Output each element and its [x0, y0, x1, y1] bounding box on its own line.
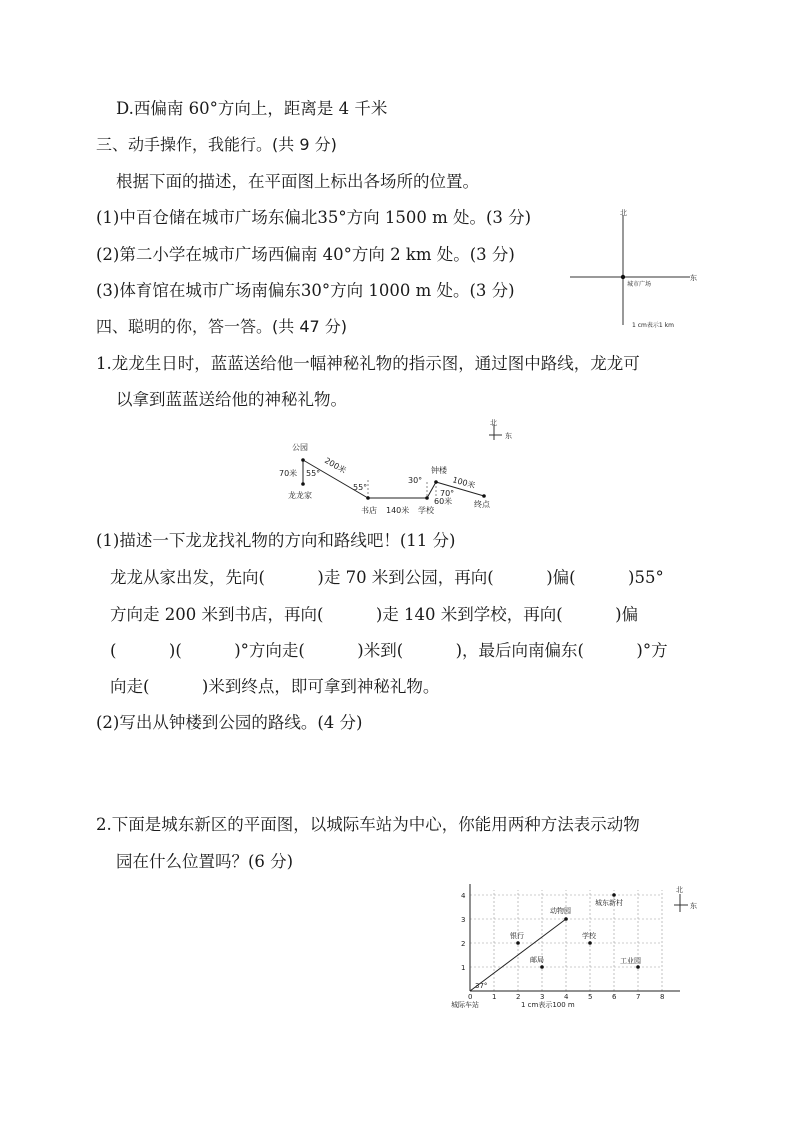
y-tick-label: 1 [461, 964, 466, 972]
dist-100-label: 100米 [451, 475, 477, 491]
q1-sub1-line-4: 向走( )米到终点，即可拿到神秘礼物。 [110, 677, 440, 696]
zoo-dot [564, 917, 568, 921]
q1-sub1-line-1: 龙龙从家出发，先向( )走 70 米到公园，再向( )偏( )55° [110, 568, 664, 587]
x-tick-label: 7 [636, 993, 641, 1001]
fig1-center-label: 城市广场 [627, 281, 652, 288]
bell-label: 钟楼 [431, 466, 447, 475]
school-dot [588, 941, 592, 945]
home-dot [301, 482, 305, 486]
section3-item-3: (3)体育馆在城市广场南偏东30°方向 1000 m 处。(3 分) [96, 281, 515, 300]
post-office-label: 邮局 [530, 956, 544, 964]
y-tick-label: 4 [461, 892, 466, 900]
x-tick-label: 8 [660, 993, 665, 1001]
compass-north-label: 北 [490, 419, 497, 427]
city-east-map [448, 878, 708, 1016]
map-scale-label: 1 cm表示100 m [521, 1001, 575, 1009]
y-tick-label: 3 [461, 916, 466, 924]
school-dot [425, 496, 429, 500]
x-tick-label: 1 [492, 993, 497, 1001]
x-tick-label: 4 [564, 993, 569, 1001]
dist-140-label: 140米 [386, 506, 410, 515]
angle-55b-label: 55° [353, 483, 368, 492]
bank-label: 银行 [510, 932, 524, 940]
bell-dot [434, 480, 438, 484]
school-label: 学校 [418, 506, 434, 515]
q1-sub2-title: (2)写出从钟楼到公园的路线。(4 分) [96, 713, 363, 732]
fig1-north-label: 北 [620, 209, 627, 217]
bookstore-label: 书店 [361, 506, 377, 515]
dist-60-label: 60米 [434, 497, 453, 506]
x-tick-label: 5 [588, 993, 593, 1001]
post-office-dot [540, 965, 544, 969]
angle-55a-label: 55° [306, 469, 321, 478]
city-square-figure [566, 205, 696, 331]
q1-line-1: 1.龙龙生日时，蓝蓝送给他一幅神秘礼物的指示图，通过图中路线，龙龙可 [96, 354, 640, 373]
fig1-scale-label: 1 cm表示1 km [632, 322, 674, 329]
fig1-east-label: 东 [690, 274, 697, 282]
q1-sub1-line-3: ( )( )°方向走( )米到( )，最后向南偏东( )°方 [110, 641, 668, 660]
q1-sub1-title: (1)描述一下龙龙找礼物的方向和路线吧！(11 分) [96, 531, 456, 550]
end-dot [482, 494, 486, 498]
angle-37-label: 37° [475, 982, 488, 990]
section3-title: 三、动手操作，我能行。(共 9 分) [96, 135, 337, 154]
compass-east-label: 东 [505, 432, 512, 440]
q1-line-2: 以拿到蓝蓝送给他的神秘礼物。 [116, 390, 347, 409]
dist-70-label: 70米 [279, 469, 298, 478]
city-east-village-label: 城东新村 [595, 899, 623, 907]
bank-dot [516, 941, 520, 945]
section3-intro: 根据下面的描述，在平面图上标出各场所的位置。 [116, 172, 479, 191]
station-label: 城际车站 [451, 1001, 479, 1009]
x-tick-label: 0 [468, 993, 473, 1001]
route-figure [272, 418, 532, 518]
section4-title: 四、聪明的你，答一答。(共 47 分) [96, 317, 348, 336]
x-tick-label: 2 [516, 993, 521, 1001]
city-east-village-dot [612, 893, 616, 897]
park-label: 公园 [292, 443, 308, 452]
angle-70-label: 70° [440, 489, 455, 498]
section3-item-2: (2)第二小学在城市广场西偏南 40°方向 2 km 处。(3 分) [96, 245, 515, 264]
q2-line-2: 园在什么位置吗？(6 分) [116, 852, 294, 871]
city-square-dot [621, 275, 625, 279]
angle-30-label: 30° [408, 476, 423, 485]
map-east-label: 东 [690, 902, 697, 910]
end-label: 终点 [474, 500, 490, 509]
industrial-park-label: 工业园 [620, 957, 641, 965]
park-dot [301, 458, 305, 462]
industrial-park-dot [636, 965, 640, 969]
bookstore-dot [366, 496, 370, 500]
q2-line-1: 2.下面是城东新区的平面图，以城际车站为中心，你能用两种方法表示动物 [96, 815, 640, 834]
option-d: D.西偏南 60°方向上，距离是 4 千米 [116, 99, 388, 118]
dist-200-label: 200米 [323, 455, 348, 476]
x-tick-label: 6 [612, 993, 617, 1001]
section3-item-1: (1)中百仓储在城市广场东偏北35°方向 1500 m 处。(3 分) [96, 208, 532, 227]
map-north-label: 北 [676, 886, 683, 894]
x-tick-label: 3 [540, 993, 545, 1001]
zoo-label: 动物园 [550, 907, 571, 915]
map-grid [470, 890, 662, 991]
home-label: 龙龙家 [288, 491, 312, 500]
q1-sub1-line-2: 方向走 200 米到书店，再向( )走 140 米到学校，再向( )偏 [110, 605, 639, 624]
y-tick-label: 2 [461, 940, 466, 948]
school-label: 学校 [582, 932, 596, 940]
